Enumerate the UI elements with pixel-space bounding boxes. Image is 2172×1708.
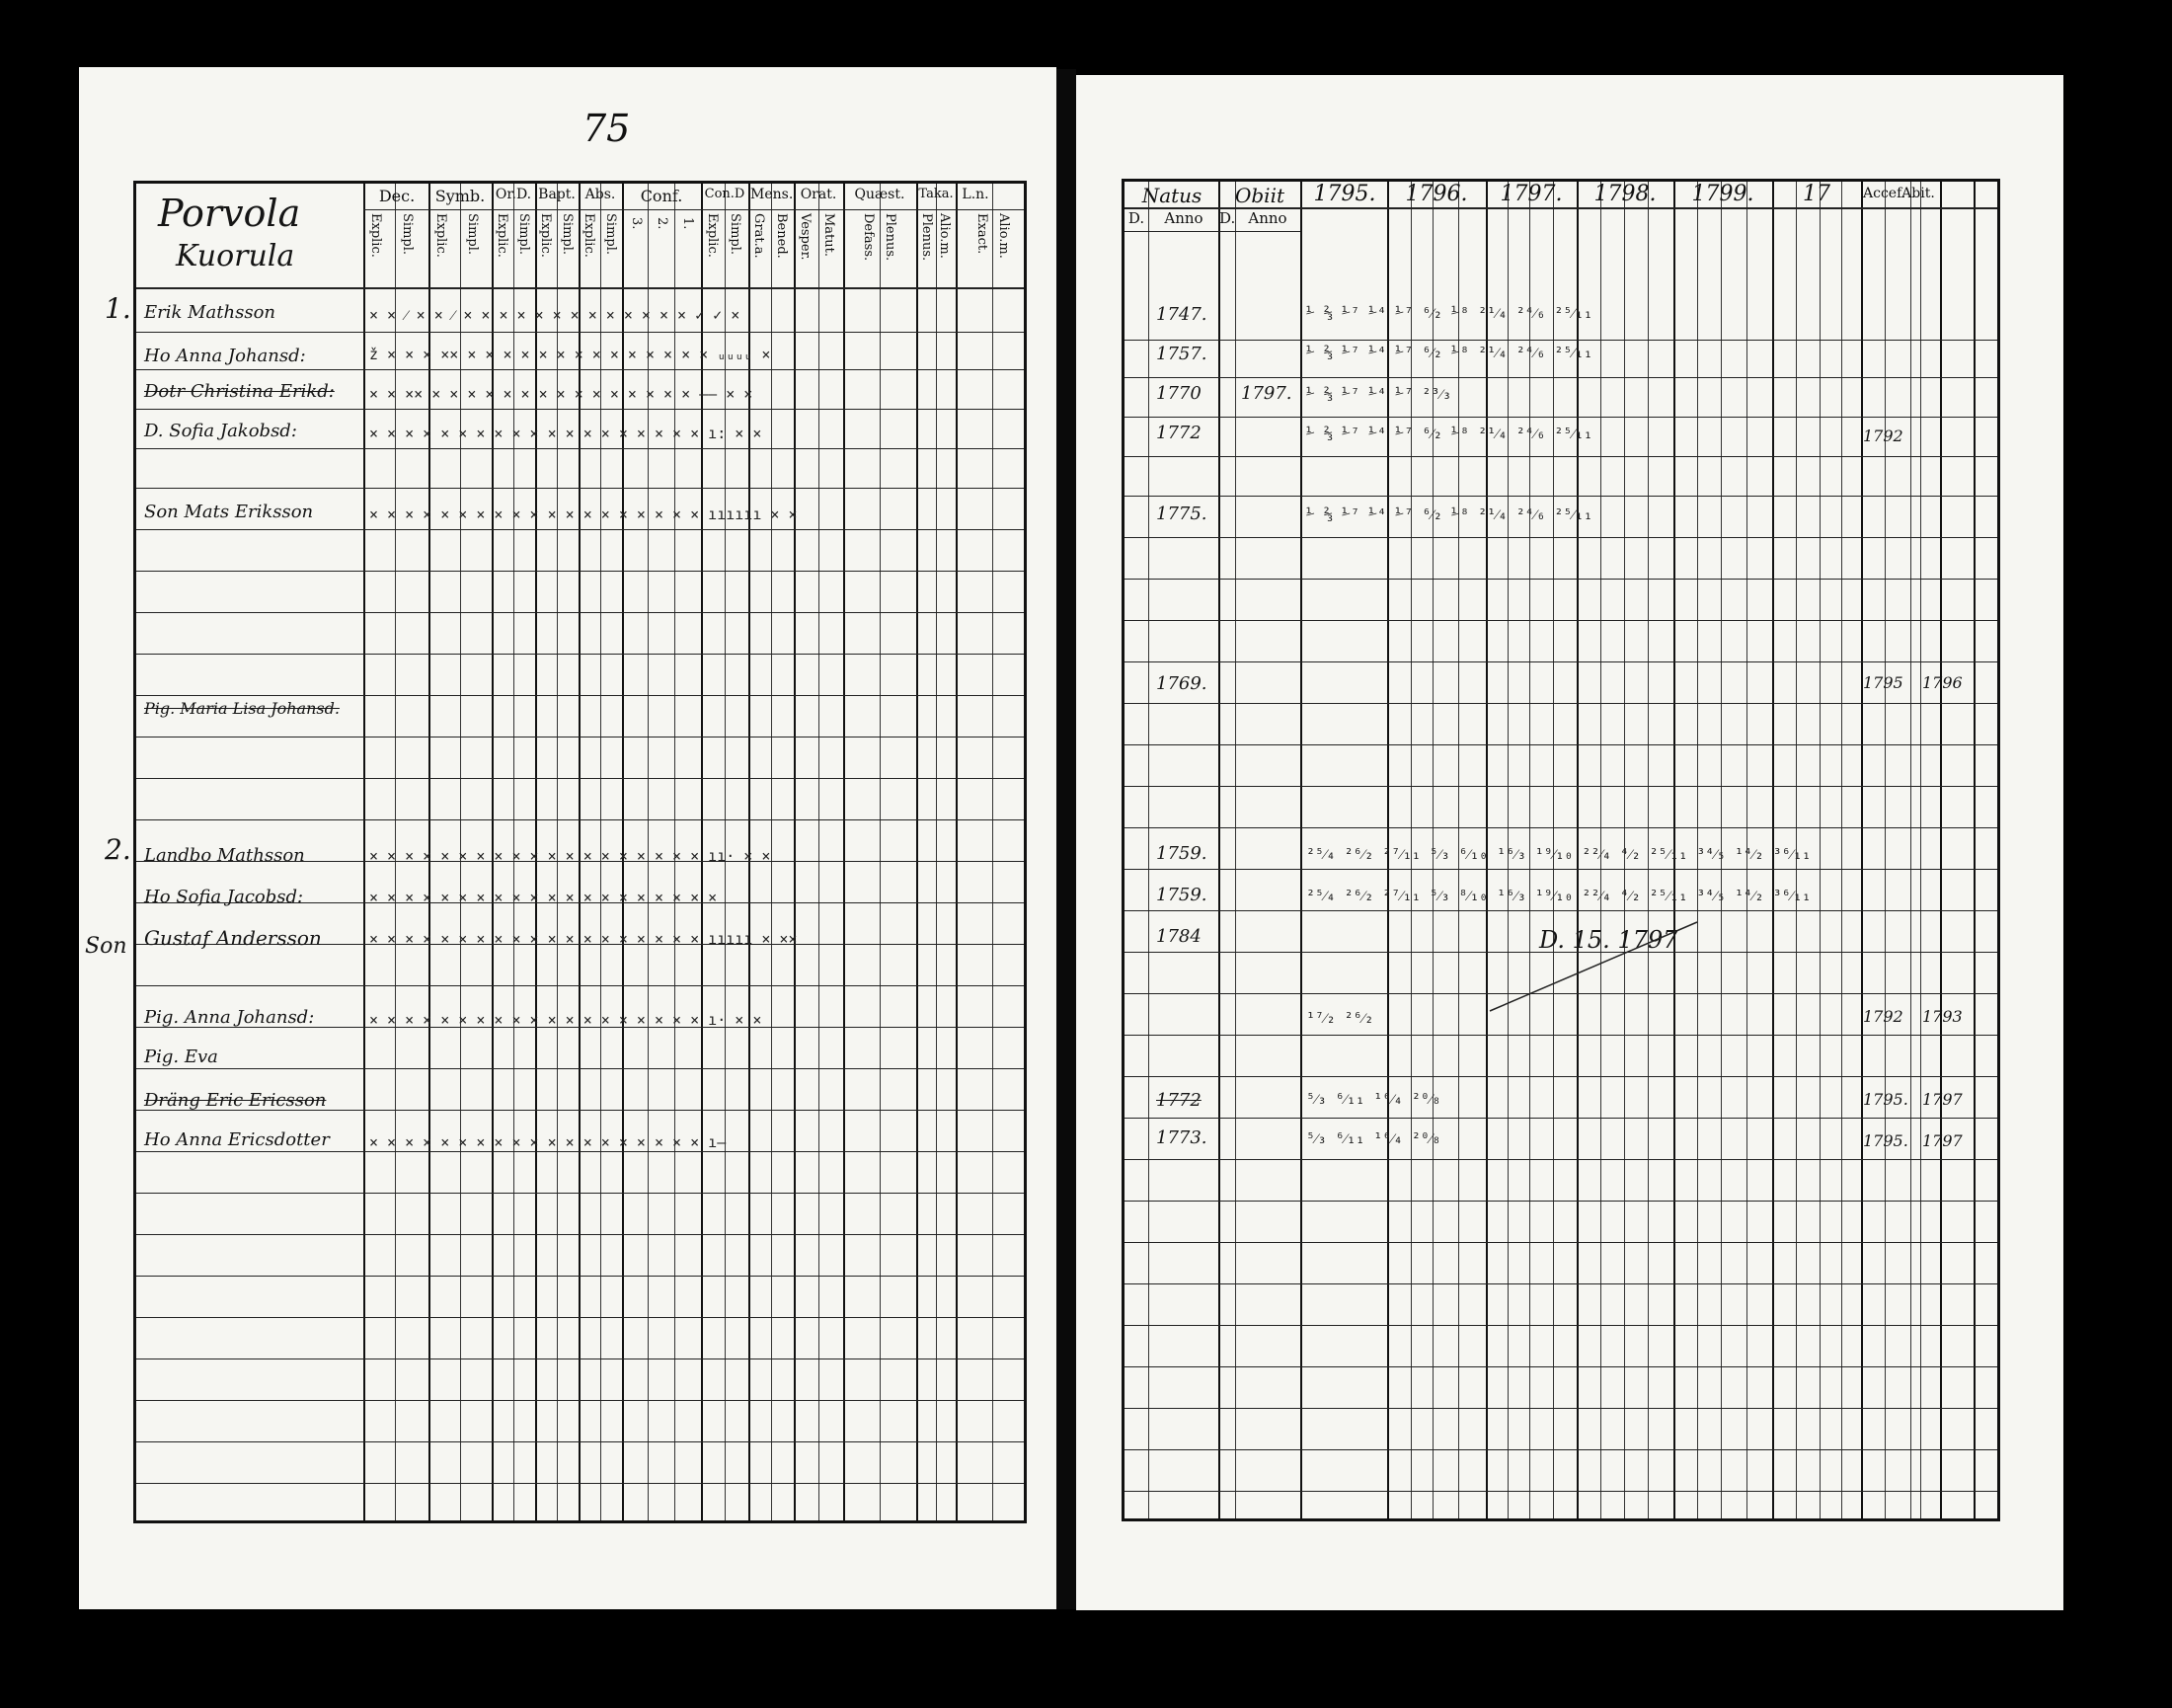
entry-name: Pig. Anna Johansd: [144, 1007, 315, 1028]
birth-year: 1784 [1156, 926, 1202, 947]
sub-header-anno: Anno [1248, 209, 1287, 227]
entry-name: Ho Anna Ericsdotter [144, 1129, 330, 1150]
catechism-table: Porvola Kuorula Dec. Symb. Or.D. Bapt. Abs. Conf. Con.D Mens. Orat. Quæst. Taka. L.n. Explic. Simpl. Explic. Simpl. Explic. Simpl. Explic. Simpl. Explic. Simpl. 3. 2. 1. Explic. Simpl. Grat.a. Bened. Vesper. Matut. Defass. Plenus. Plenus. Alio.m. Exact. Alio.m. Erik Mathsson Ho Anna Johansd: Dotr Christina Erikd: D. Sofia Jakobsd: Son Mats Eriksson Pig. Maria Lisa Johansd. Landbo Mathsson Ho Sofia Jacobsd: Gustaf Andersson Pig. Anna Johansd: Pig. Eva Dräng Eric Ericsson Ho Anna Ericsdotter × × ⁄ × × ⁄ × × × × × × × × × × × × × ✓ ✓ × ž × × × ×× × × × × × × × × × × × × × × ᵤᵤᵤᵤ × × × ×× × × × × × × × × × × × × × × × —— × × × × × × × × × × × × × × × × × × × × × ı: × × × × × × × × × × × × × × × × × × × × × ıııııı × × × × × × × × × × × × × × × × × × × × × ıı· × × × × × × × × × × × × × × × × × × × × × × × × × × × × × × × × × × × × × × × × × ııııı × ×× × × × × × × × × × × × × × × × × × × × ı· × × × × × × × × × × × × × × × × × × × × × ı— [133, 181, 1027, 1523]
sub-header: Explic. [705, 213, 720, 258]
col-header-1797: 1797. [1500, 182, 1563, 206]
sub-header: Bened. [774, 213, 789, 259]
sub-header: 1. [680, 217, 695, 230]
sub-header: Plenus. [883, 213, 897, 262]
abiit-year: 1796 [1922, 673, 1963, 692]
sub-header: Explic. [433, 213, 448, 258]
col-header-abit: Abit. [1901, 186, 1935, 201]
col-header-quaest: Quæst. [854, 187, 905, 202]
entry-name: Gustaf Andersson [144, 926, 322, 950]
birth-year: 1772 [1156, 423, 1202, 443]
accessit-year: 1795 [1863, 673, 1903, 692]
entry-name: Pig. Maria Lisa Johansd. [144, 699, 340, 718]
birth-year: 1759. [1156, 885, 1207, 905]
parish-title: Porvola [158, 192, 301, 235]
birth-year: 1775. [1156, 504, 1207, 524]
sub-header: Exact. [974, 213, 989, 255]
sub-header: Simpl. [465, 213, 480, 256]
birth-year: 1747. [1156, 304, 1207, 325]
accessit-year: 1795. [1863, 1131, 1908, 1150]
page-number: 75 [582, 107, 631, 150]
col-header-1798: 1798. [1593, 182, 1657, 206]
entry-name: Landbo Mathsson [144, 845, 305, 866]
sub-header: 3. [629, 217, 644, 230]
margin-note: Son [85, 934, 127, 959]
entry-name: Son Mats Eriksson [144, 502, 314, 522]
col-header-ord: Or.D. [495, 187, 532, 202]
sub-header: Alio.m. [996, 213, 1011, 259]
entry-name: Ho Sofia Jacobsd: [144, 887, 304, 907]
col-header-orat: Orat. [800, 187, 837, 202]
col-header-obiit: Obiit [1234, 184, 1285, 207]
col-header-1799: 1799. [1691, 182, 1754, 206]
right-page [1076, 75, 2063, 1610]
sub-header: Simpl. [603, 213, 618, 256]
col-header-abs: Abs. [584, 187, 616, 202]
col-header-natus: Natus [1141, 184, 1202, 207]
sub-header: Explic. [582, 213, 596, 258]
col-header-dec: Dec. [378, 187, 416, 205]
death-year: 1797. [1241, 383, 1292, 404]
sub-header: Explic. [368, 213, 383, 258]
sub-header: Simpl. [728, 213, 742, 256]
sub-header: Simpl. [400, 213, 415, 256]
col-header-conf: Conf. [640, 187, 683, 205]
sub-header: Alio.m. [937, 213, 952, 259]
entry-name: Dotr Christina Erikd: [144, 381, 335, 402]
col-header-17: 17 [1803, 182, 1830, 206]
sub-header: Matut. [821, 213, 836, 258]
col-header-cond: Con.D [704, 187, 745, 201]
village-title: Kuorula [176, 239, 295, 273]
sub-header: Defass. [861, 213, 876, 262]
sub-header-d: D. [1219, 209, 1236, 227]
book-gutter [1056, 69, 1076, 1609]
birth-year: 1770 [1156, 383, 1202, 404]
birth-year: 1757. [1156, 344, 1207, 364]
col-header-symb: Symb. [434, 187, 486, 205]
abiit-year: 1797 [1922, 1131, 1963, 1150]
accessit-year: 1795. [1863, 1090, 1908, 1109]
col-header-taka: Taka. [918, 187, 954, 201]
entry-name: D. Sofia Jakobsd: [144, 421, 297, 441]
entry-name: Pig. Eva [144, 1047, 218, 1067]
col-header-mens: Mens. [750, 187, 794, 202]
sub-header-d: D. [1127, 209, 1145, 227]
birth-year: 1773. [1156, 1127, 1207, 1148]
col-header-accef: Accef. [1863, 186, 1906, 201]
years-table: Natus Obiit 1795. 1796. 1797. 1798. 1799. 17 Accef. Abit. D. Anno D. Anno 1747. 1757. 1770 1772 1775. 1769. 1759. 1759. 1784 1772 1773. 1797. D. 15. 1797 ⅟ ⅔ ⅟⁷ ⅟⁴ ⅟⁷ ⁶⁄₂ ⅟⁸ ²¹⁄₄ ²⁴⁄₆ ²⁵⁄₁₁ ⅟ ⅔ ⅟⁷ ⅟⁴ ⅟⁷ ⁶⁄₂ ⅟⁸ ²¹⁄₄ ²⁴⁄₆ ²⁵⁄₁₁ ⅟ ⅔ ⅟⁷ ⅟⁴ ⅟⁷ ²³⁄₃ ⅟ ⅔ ⅟⁷ ⅟⁴ ⅟⁷ ⁶⁄₂ ⅟⁸ ²¹⁄₄ ²⁴⁄₆ ²⁵⁄₁₁ ⅟ ⅔ ⅟⁷ ⅟⁴ ⅟⁷ ⁶⁄₂ ⅟⁸ ²¹⁄₄ ²⁴⁄₆ ²⁵⁄₁₁ ²⁵⁄₄ ²⁶⁄₂ ²⁷⁄₁₁ ⁵⁄₃ ⁶⁄₁₀ ¹⁶⁄₃ ¹⁹⁄₁₀ ²²⁄₄ ⁴⁄₂ ²⁵⁄₁₁ ³⁴⁄₅ ¹⁴⁄₂ ³⁶⁄₁₁ ²⁵⁄₄ ²⁶⁄₂ ²⁷⁄₁₁ ⁵⁄₃ ⁸⁄₁₀ ¹⁶⁄₃ ¹⁹⁄₁₀ ²²⁄₄ ⁴⁄₂ ²⁵⁄₁₁ ³⁴⁄₅ ¹⁴⁄₂ ³⁶⁄₁₁ ¹⁷⁄₂ ²⁶⁄₂ ⁵⁄₃ ⁶⁄₁₁ ¹⁶⁄₄ ²⁰⁄₈ ⁵⁄₃ ⁶⁄₁₁ ¹⁶⁄₄ ²⁰⁄₈ 1792 1795 1792 1795. 1795. 1796 1793 1797 1797 [1122, 179, 2000, 1521]
sub-header-anno: Anno [1164, 209, 1203, 227]
sub-header: 2. [655, 217, 669, 230]
birth-year: 1769. [1156, 673, 1207, 694]
col-header-1795: 1795. [1313, 182, 1376, 206]
entry-name: Erik Mathsson [144, 302, 276, 323]
sub-header: Explic. [495, 213, 509, 258]
sub-header: Grat.a. [751, 213, 766, 259]
abiit-year: 1793 [1922, 1007, 1963, 1026]
household-number: 2. [105, 833, 131, 866]
col-header-1796: 1796. [1405, 182, 1468, 206]
sub-header: Vesper. [798, 213, 813, 261]
sub-header: Simpl. [516, 213, 531, 256]
entry-name: Ho Anna Johansd: [144, 346, 306, 366]
abiit-year: 1797 [1922, 1090, 1963, 1109]
birth-year: 1772 [1156, 1090, 1202, 1111]
sub-header: Plenus. [919, 213, 934, 262]
death-annotation: D. 15. 1797 [1539, 926, 1678, 954]
sub-header: Explic. [538, 213, 553, 258]
col-header-ln: L.n. [962, 187, 989, 202]
household-number: 1. [105, 292, 131, 325]
entry-name: Dräng Eric Ericsson [144, 1090, 327, 1111]
accessit-year: 1792 [1863, 427, 1903, 445]
accessit-year: 1792 [1863, 1007, 1903, 1026]
left-page [79, 67, 1056, 1609]
birth-year: 1759. [1156, 843, 1207, 864]
col-header-bapt: Bapt. [538, 187, 576, 202]
strike-line [1480, 912, 1717, 1021]
sub-header: Simpl. [560, 213, 575, 256]
